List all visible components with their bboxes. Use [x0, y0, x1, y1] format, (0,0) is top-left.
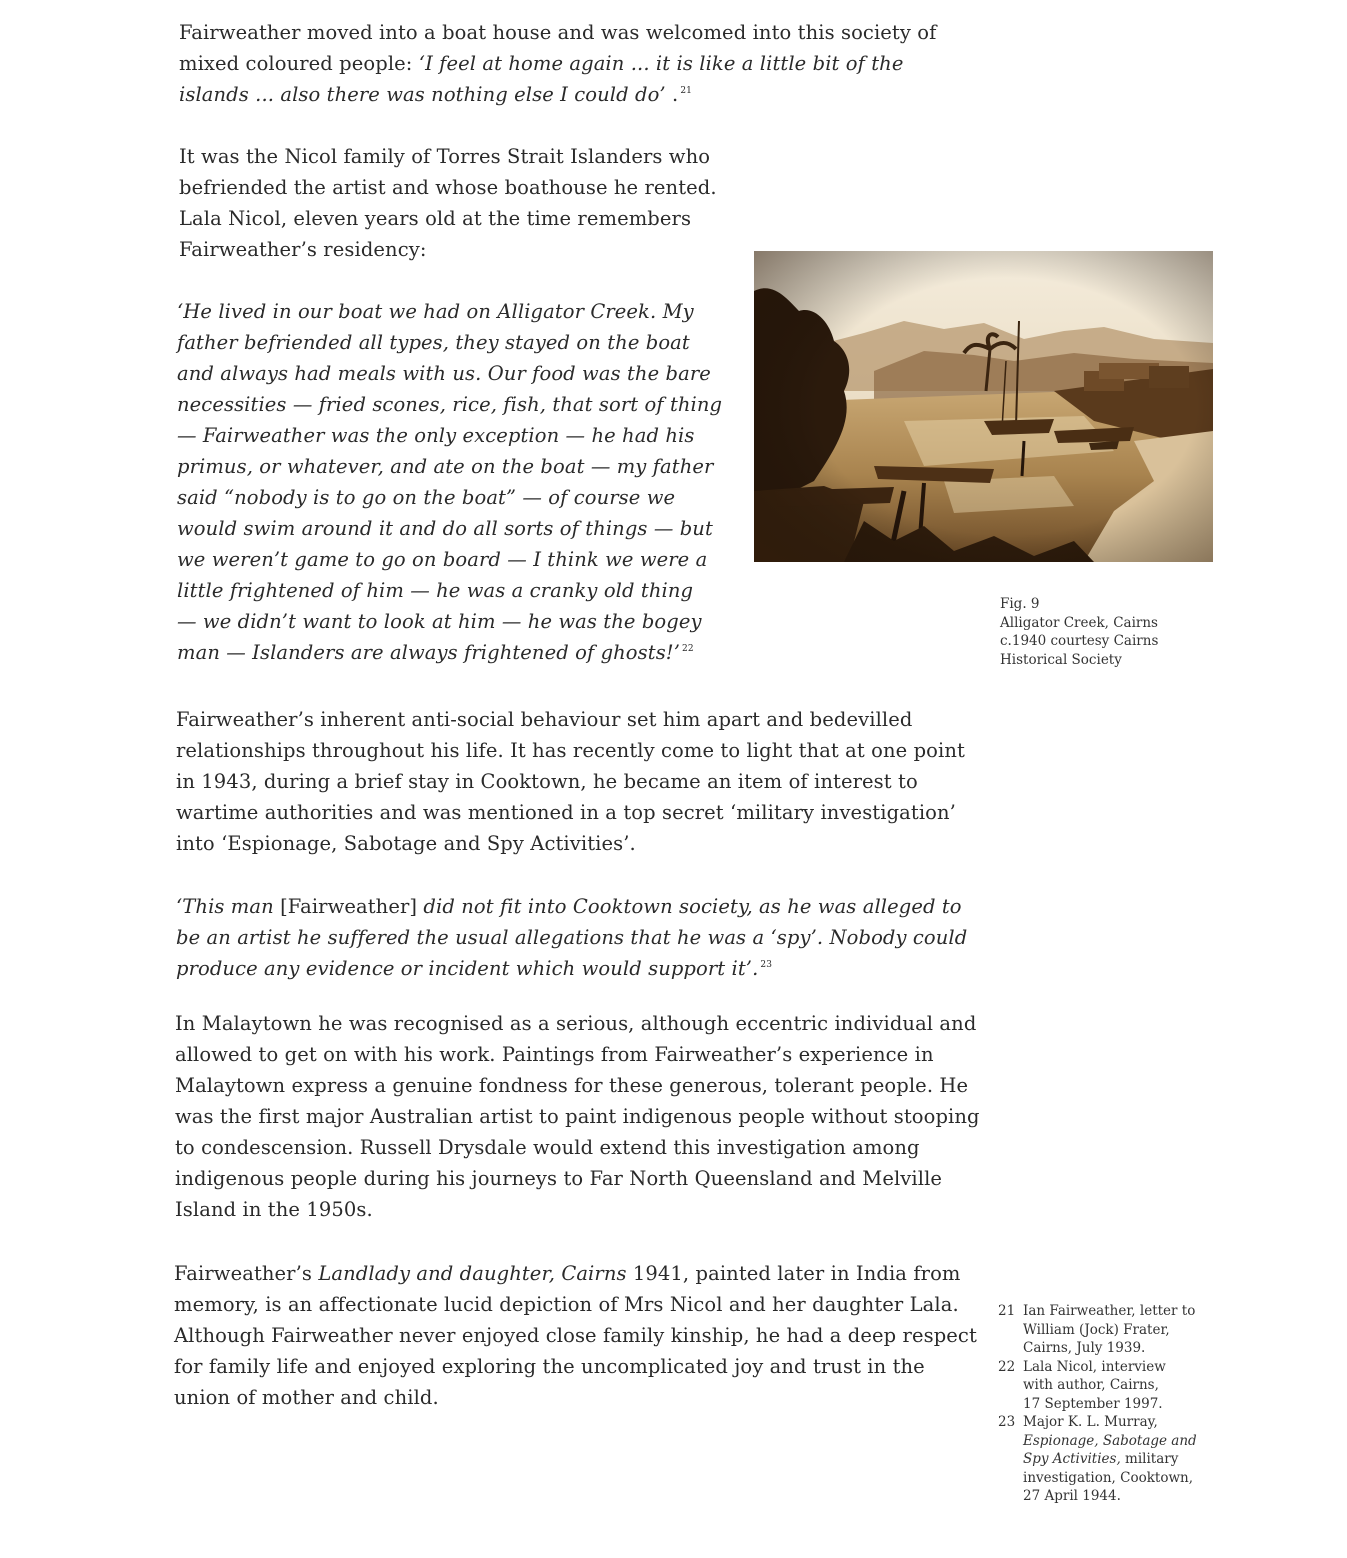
text-line: In Malaytown he was recognised as a serious, although eccentric individual and — [175, 1012, 977, 1035]
text-line: would swim around it and do all sorts of things — but — [177, 517, 713, 540]
footnote-item — [998, 1413, 1197, 1506]
paragraph-landlady — [174, 1258, 977, 1413]
footnote-ref[interactable]: 21 — [680, 86, 692, 96]
text-line: primus, or whatever, and ate on the boat — my father — [177, 455, 714, 478]
text-span: . — [665, 83, 679, 106]
text-line: — Fairweather was the only exception — he had his — [177, 424, 695, 447]
text-span: 1941, painted later in India from — [626, 1262, 961, 1285]
quote-span: islands ... also there was nothing else I could do’ — [179, 83, 666, 106]
text-line — [174, 1258, 977, 1289]
photo-illustration — [754, 251, 1213, 562]
text-line: Fairweather moved into a boat house and was welcomed into this society of — [179, 21, 937, 44]
footnote-line: with author, Cairns, — [1023, 1377, 1159, 1393]
text-line: to condescension. Russell Drysdale would extend this investigation among — [175, 1136, 920, 1159]
footnote-line — [1023, 1432, 1197, 1451]
text-line: wartime authorities and was mentioned in a top secret ‘military investigation’ — [176, 801, 956, 824]
text-line: was the first major Australian artist to paint indigenous people without stooping — [175, 1105, 980, 1128]
quote-span: ‘This man — [176, 895, 281, 918]
quote-span: did not fit into Cooktown society, as he was alleged to — [417, 895, 962, 918]
text-line: said “nobody is to go on the boat” — of course we — [177, 486, 676, 509]
text-line: relationships throughout his life. It has recently come to light that at one point — [176, 739, 965, 762]
paragraph-anti-social — [176, 704, 965, 859]
caption-line: Fig. 9 — [1000, 596, 1040, 612]
text-line: necessities — fried scones, rice, fish, that sort of thing — [177, 393, 723, 416]
caption-line: c.1940 courtesy Cairns — [1000, 633, 1159, 649]
paragraph-nicol-family — [179, 141, 717, 265]
document-title: Espionage, Sabotage and — [1023, 1432, 1197, 1449]
footnote-ref[interactable]: 22 — [682, 644, 694, 654]
footnotes-list — [998, 1302, 1197, 1506]
footnote-item — [998, 1302, 1197, 1358]
block-quote-lala-nicol — [177, 296, 722, 668]
caption-line: Alligator Creek, Cairns — [1000, 614, 1158, 631]
text-line: and always had meals with us. Our food was the bare — [177, 362, 711, 385]
text-line: little frightened of him — he was a cranky old thing — [177, 579, 694, 602]
footnote-item — [998, 1358, 1197, 1414]
paragraph-malaytown — [175, 1008, 980, 1225]
text-line: father befriended all types, they stayed on the boat — [177, 331, 690, 354]
text-line: union of mother and child. — [174, 1386, 439, 1409]
text-line: for family life and enjoyed exploring the uncomplicated joy and trust in the — [174, 1355, 925, 1378]
caption-line: Historical Society — [1000, 651, 1122, 668]
text-line: — we didn’t want to look at him — he was the bogey — [177, 610, 702, 633]
text-line: Fairweather’s inherent anti-social behaviour set him apart and bedevilled — [176, 708, 913, 731]
quote-span: produce any evidence or incident which would support it’. — [176, 957, 759, 980]
text-line: memory, is an affectionate lucid depiction of Mrs Nicol and her daughter Lala. — [174, 1293, 959, 1316]
text-line: befriended the artist and whose boathouse he rented. — [179, 176, 717, 199]
footnote-line: investigation, Cooktown, — [1023, 1469, 1193, 1486]
quote-span: ‘I feel at home again ... it is like a little bit of the — [418, 52, 904, 75]
footnote-line — [1023, 1450, 1197, 1469]
text-line: Malaytown express a genuine fondness for these generous, tolerant people. He — [175, 1074, 969, 1097]
text-span: mixed coloured people: — [179, 52, 419, 75]
text-line — [179, 79, 936, 110]
text-line — [176, 953, 967, 984]
text-line — [176, 922, 967, 953]
figure-caption — [1000, 595, 1158, 669]
text-line: into ‘Espionage, Sabotage and Spy Activities’. — [176, 832, 636, 855]
footnote-ref[interactable]: 23 — [760, 960, 773, 970]
paragraph-intro — [179, 17, 936, 110]
text-line: Lala Nicol, eleven years old at the time remembers — [179, 207, 692, 230]
text-span: Fairweather’s — [174, 1262, 319, 1285]
text-line: Fairweather’s residency: — [179, 238, 427, 261]
block-quote-military — [176, 891, 967, 984]
text-line — [176, 891, 967, 922]
footnote-line: William (Jock) Frater, — [1023, 1321, 1170, 1338]
text-line: ‘He lived in our boat we had on Alligator Creek. My — [177, 300, 694, 323]
text-span: military — [1120, 1451, 1179, 1467]
text-line: we weren’t game to go on board — I think we were a — [177, 548, 708, 571]
text-line: in 1943, during a brief stay in Cooktown, he became an item of interest to — [176, 770, 918, 793]
footnote-line: 27 April 1944. — [1023, 1488, 1121, 1504]
footnote-number: 22 — [998, 1358, 1016, 1375]
text-line: indigenous people during his journeys to Far North Queensland and Melville — [175, 1167, 943, 1190]
footnote-line: 17 September 1997. — [1023, 1395, 1163, 1412]
text-line: allowed to get on with his work. Paintings from Fairweather’s experience in — [175, 1043, 934, 1066]
footnote-number: 23 — [998, 1414, 1016, 1430]
quote-span: be an artist he suffered the usual allegations that he was a ‘spy’. Nobody could — [176, 926, 968, 949]
text-span: man — Islanders are always frightened of ghosts!’ — [177, 641, 681, 664]
footnote-line: Cairns, July 1939. — [1023, 1340, 1146, 1356]
footnote-number: 21 — [998, 1303, 1016, 1319]
text-line: Island in the 1950s. — [175, 1198, 373, 1221]
text-line — [179, 48, 936, 79]
footnote-line: Lala Nicol, interview — [1023, 1358, 1166, 1375]
footnote-line: Major K. L. Murray, — [1023, 1414, 1158, 1430]
text-line: Although Fairweather never enjoyed close family kinship, he had a deep respect — [174, 1324, 977, 1347]
alligator-creek-photo — [754, 251, 1213, 562]
text-line — [177, 637, 722, 668]
text-line: It was the Nicol family of Torres Strait Islanders who — [179, 145, 711, 168]
document-title: Spy Activities, — [1023, 1451, 1121, 1467]
text-span: [Fairweather] — [280, 895, 418, 918]
artwork-title: Landlady and daughter, Cairns — [318, 1262, 627, 1285]
footnote-line: Ian Fairweather, letter to — [1023, 1303, 1196, 1319]
